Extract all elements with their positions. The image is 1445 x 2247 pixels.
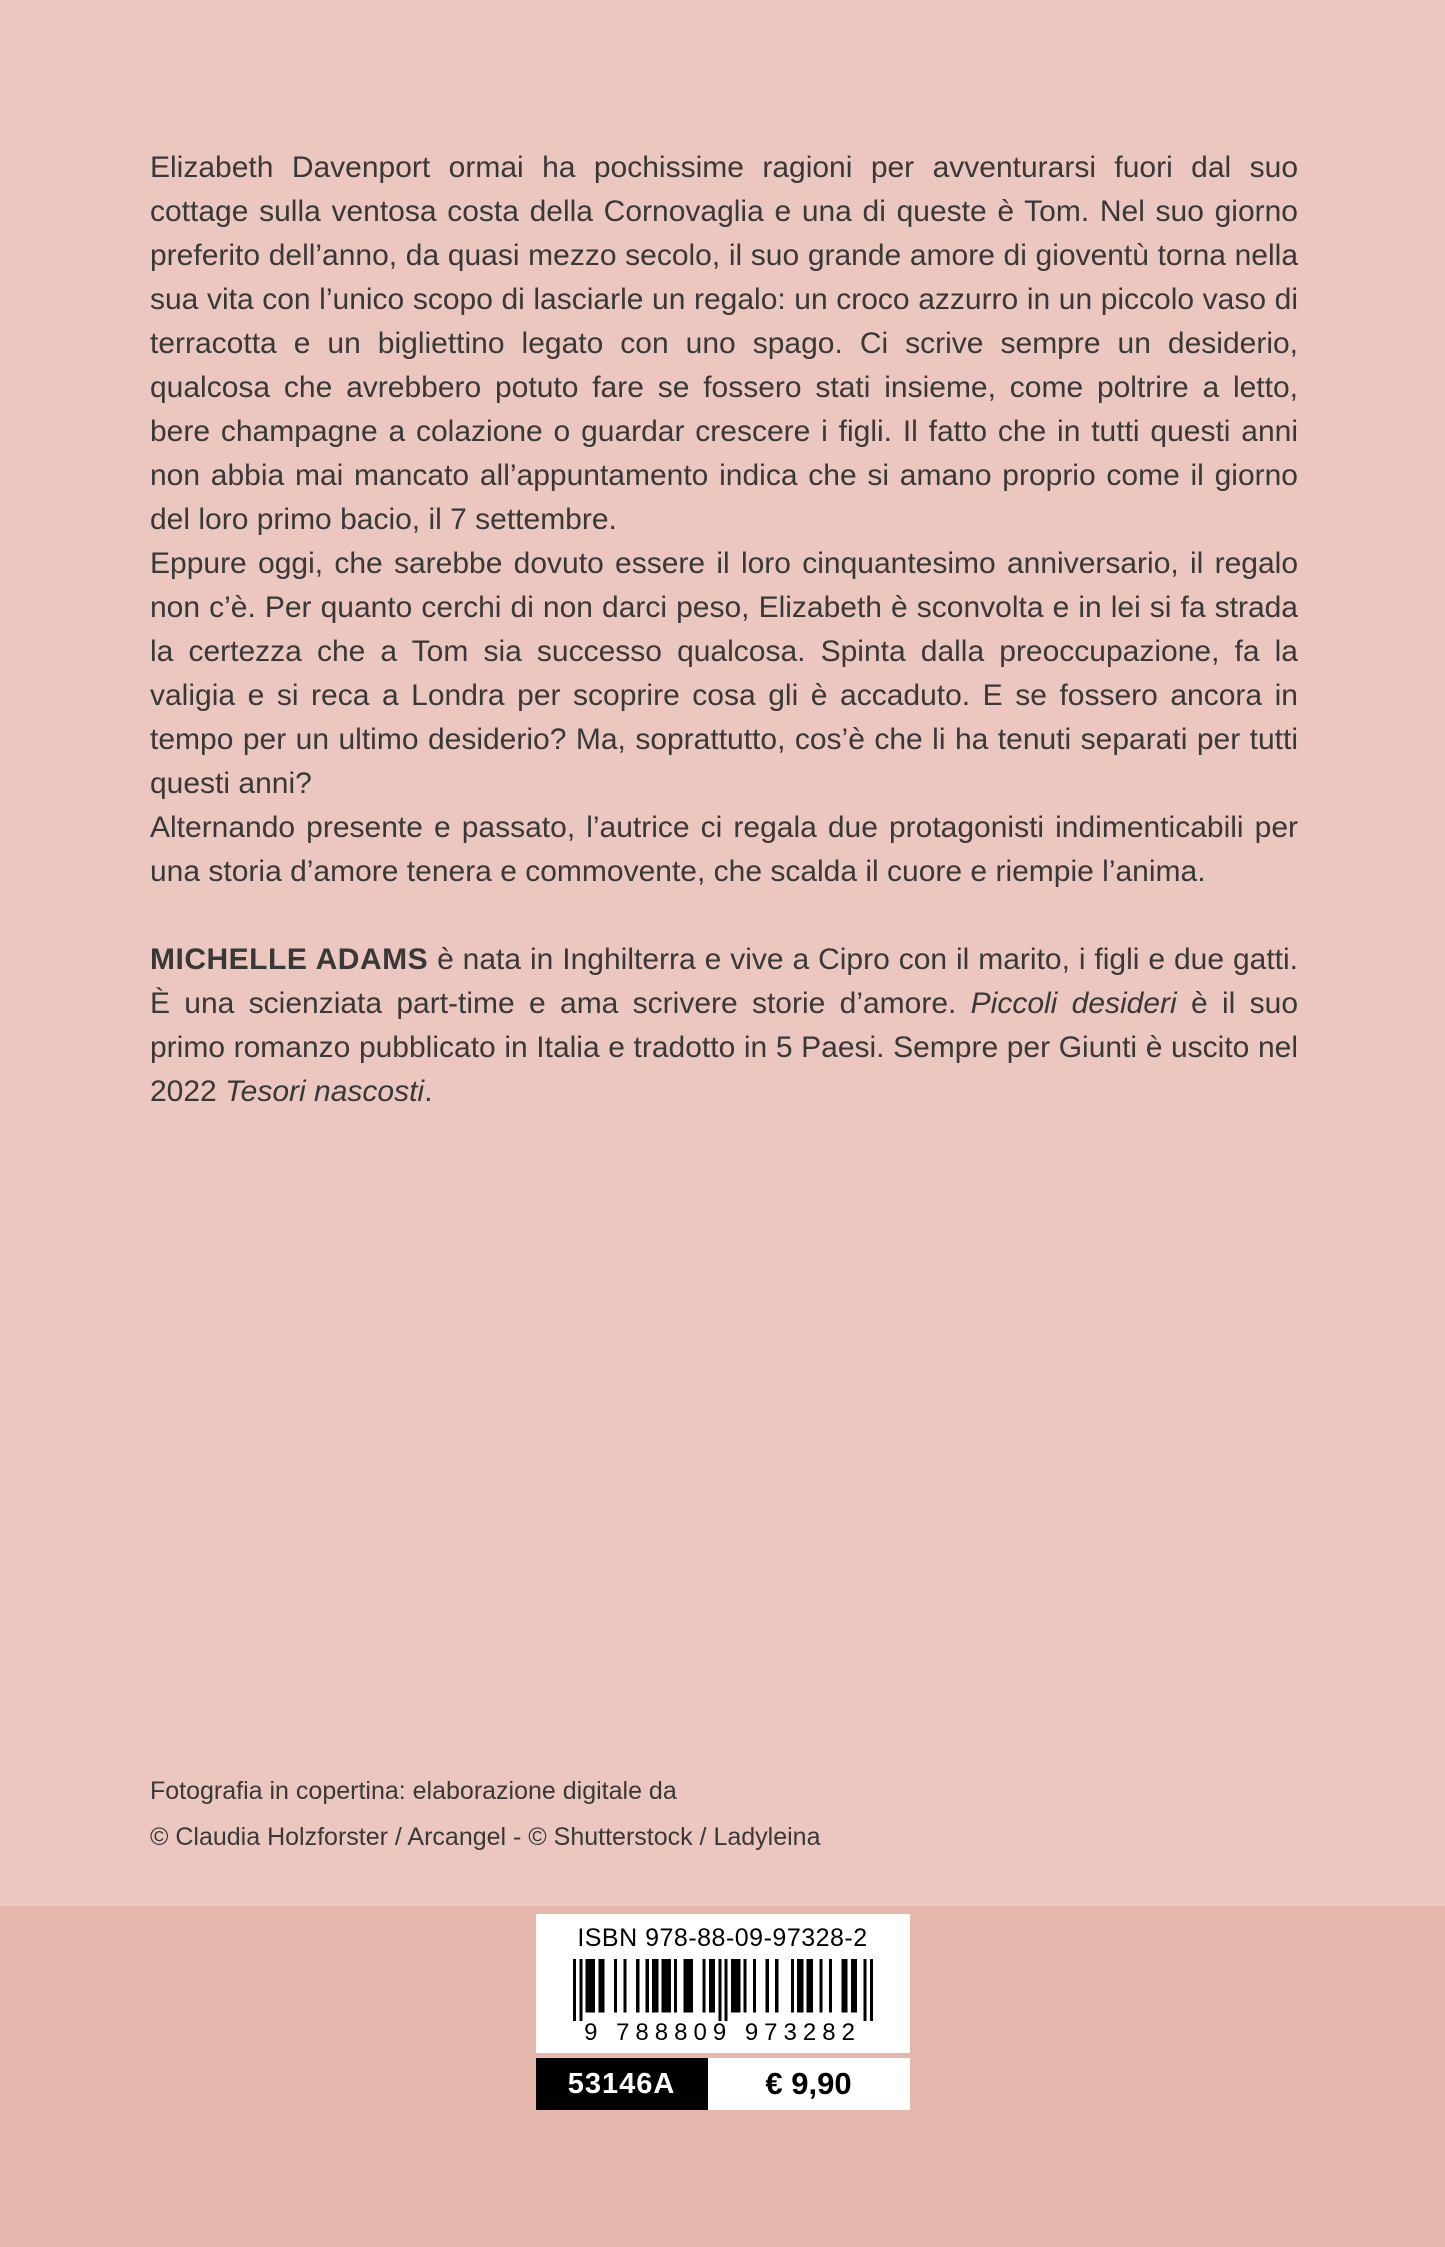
book-title-tesori-nascosti: Tesori nascosti [225,1075,425,1108]
synopsis-paragraph-1: Elizabeth Davenport ormai ha pochissime ragioni per avventurarsi fuori dal suo cottage sulla ventosa costa della Cornovaglia e una di queste è Tom. Nel suo giorno preferito dell’anno, da quasi mezzo secolo, il suo grande amore di gioventù torna nella sua vita con l’unico scopo di lasciarle un regalo: un croco azzurro in un piccolo vaso di terracotta e un bigliettino legato con uno spago. Ci scrive sempre un desiderio, qualcosa che avrebbero potuto fare se fossero stati insieme, come poltrire a letto, bere champagne a colazione o guardar crescere i figli. Il fatto che in tutti questi anni non abbia mai mancato all’appuntamento indica che si amano proprio come il giorno del loro primo bacio, il 7 settembre. [150,151,1298,536]
author-bio-text-3: . [424,1075,433,1108]
photo-credit-line-2: © Claudia Holzforster / Arcangel - © Shutterstock / Ladyleina [150,1823,821,1851]
barcode-assembly [536,1914,910,2110]
author-name: MICHELLE ADAMS [150,943,429,976]
book-title-piccoli-desideri: Piccoli desideri [970,987,1177,1020]
price-row [536,2058,910,2110]
price-tag: € 9,90 [708,2058,910,2110]
author-bio-text-2: è il suo primo romanzo pubblicato in Italia e tradotto in 5 Paesi. Sempre per Giunti è uscito nel 2022 [150,987,1298,1108]
author-bio-text-1: è nata in Inghilterra e vive a Cipro con il marito, i figli e due gatti. È una scienziata part-time e ama scrivere storie d’amore. [150,943,1299,1020]
ean-barcode [573,1959,873,2023]
synopsis-paragraph-2: Eppure oggi, che sarebbe dovuto essere il loro cinquantesimo anniversario, il regalo non c’è. Per quanto cerchi di non darci peso, Elizabeth è sconvolta e in lei si fa strada la certezza che a Tom sia successo qualcosa. Spinta dalla preoccupazione, fa la valigia e si reca a Londra per scoprire cosa gli è accaduto. E se fossero ancora in tempo per un ultimo desiderio? Ma, soprattutto, cos’è che li ha tenuti separati per tutti questi anni? [150,547,1298,800]
isbn-barcode-box [536,1914,910,2053]
barcode-digits: 9 788809 973282 [584,2019,861,2046]
isbn-label: ISBN 978-88-09-97328-2 [577,1924,868,1952]
edition-code-tag: 53146A [536,2058,708,2110]
photo-credit-line-1: Fotografia in copertina: elaborazione digitale da [150,1777,677,1805]
photo-credits [150,1768,1298,1860]
synopsis-block [150,146,1298,1114]
author-bio [150,938,1298,1114]
synopsis-paragraph-3: Alternando presente e passato, l’autrice ci regala due protagonisti indimenticabili per una storia d’amore tenera e commovente, che scalda il cuore e riempie l’anima. [150,811,1298,888]
